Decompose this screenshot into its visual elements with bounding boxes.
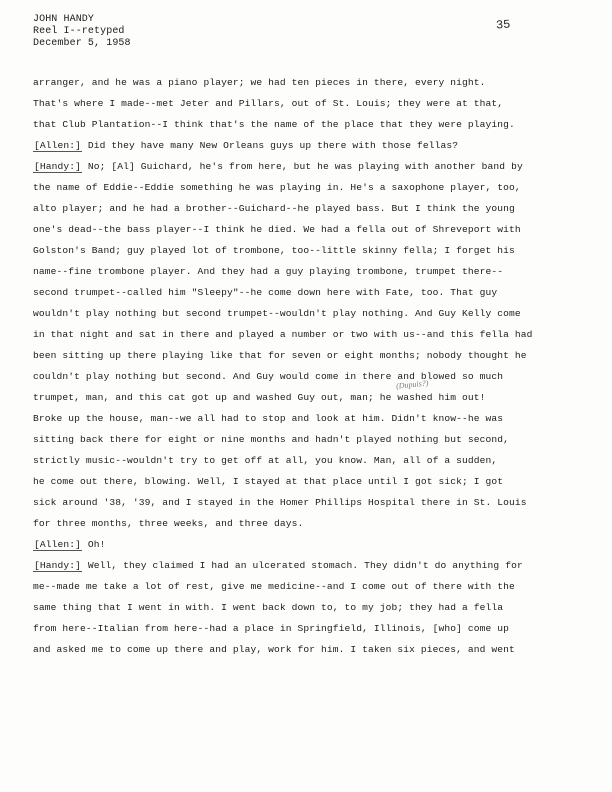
line-text: same thing that I went in with. I went back down to, to my job; they had a fella — [33, 602, 504, 613]
transcript-line — [33, 471, 593, 492]
transcript-line — [33, 177, 593, 198]
transcript-line — [33, 198, 593, 219]
transcript-line — [33, 408, 593, 429]
line-text: me--made me take a lot of rest, give me medicine--and I come out of there with the — [33, 581, 515, 592]
transcript-line — [33, 576, 593, 597]
line-text: and asked me to come up there and play, work for him. I taken six pieces, and went — [33, 644, 515, 655]
line-text: sick around '38, '39, and I stayed in the Homer Phillips Hospital there in St. Louis — [33, 497, 527, 508]
transcript-line — [33, 156, 593, 177]
transcript-line — [33, 282, 593, 303]
transcript-line — [33, 93, 593, 114]
transcript-line — [33, 639, 593, 660]
reel-label: Reel I--retyped — [33, 26, 125, 37]
transcript-line — [33, 324, 593, 345]
line-text: wouldn't play nothing but second trumpet--wouldn't play nothing. And Guy Kelly come — [33, 308, 521, 319]
transcript-line — [33, 219, 593, 240]
line-text: been sitting up there playing like that for seven or eight months; nobody thought he — [33, 350, 527, 361]
interviewee-name: JOHN HANDY — [33, 14, 95, 25]
transcript-line — [33, 534, 593, 555]
transcript-line — [33, 387, 593, 408]
transcript-line — [33, 450, 593, 471]
line-text: sitting back there for eight or nine months and hadn't played nothing but second, — [33, 434, 510, 445]
speaker-label: [Handy:] — [34, 560, 82, 571]
line-text: Golston's Band; guy played lot of trombone, too--little skinny fella; I forget his — [33, 245, 515, 256]
transcript-line — [33, 429, 593, 450]
line-text: he come out there, blowing. Well, I stayed at that place until I got sick; I got — [33, 476, 504, 487]
transcript-line — [33, 555, 593, 576]
line-text: for three months, three weeks, and three days. — [33, 518, 304, 529]
interview-date: December 5, 1958 — [33, 38, 131, 49]
line-text: name--fine trombone player. And they had a guy playing trombone, trumpet there-- — [33, 266, 504, 277]
line-text: Well, they claimed I had an ulcerated stomach. They didn't do anything for — [82, 560, 523, 571]
transcript-line — [33, 492, 593, 513]
transcript-line — [33, 345, 593, 366]
speaker-label: [Handy:] — [34, 161, 82, 172]
line-text: one's dead--the bass player--I think he died. We had a fella out of Shreveport with — [33, 224, 521, 235]
speaker-label: [Allen:] — [34, 539, 82, 550]
transcript-line — [33, 72, 593, 93]
transcript-line — [33, 618, 593, 639]
transcript-line — [33, 135, 593, 156]
speaker-label: [Allen:] — [34, 140, 82, 151]
transcript-line — [33, 303, 593, 324]
transcript-line — [33, 597, 593, 618]
transcript-line — [33, 513, 593, 534]
line-text: Oh! — [82, 539, 106, 550]
transcript-line — [33, 366, 593, 387]
line-text: Did they have many New Orleans guys up there with those fellas? — [82, 140, 459, 151]
line-text: Broke up the house, man--we all had to stop and look at him. Didn't know--he was — [33, 413, 504, 424]
handwritten-annotation: (Dupuis?) — [395, 378, 429, 391]
line-text: couldn't play nothing but second. And Guy would come in there and blowed so much — [33, 371, 504, 382]
transcript-body — [33, 72, 593, 660]
line-text: the name of Eddie--Eddie something he was playing in. He's a saxophone player, too, — [33, 182, 521, 193]
line-text: alto player; and he had a brother--Guichard--he played bass. But I think the young — [33, 203, 515, 214]
page-number: 35 — [495, 17, 511, 33]
line-text: that Club Plantation--I think that's the name of the place that they were playing. — [33, 119, 515, 130]
transcript-line — [33, 240, 593, 261]
line-text: strictly music--wouldn't try to get off at all, you know. Man, all of a sudden, — [33, 455, 498, 466]
line-text: arranger, and he was a piano player; we had ten pieces in there, every night. — [33, 77, 486, 88]
line-text: from here--Italian from here--had a place in Springfield, Illinois, [who] come up — [33, 623, 510, 634]
line-text: No; [Al] Guichard, he's from here, but he was playing with another band by — [82, 161, 523, 172]
line-text: in that night and sat in there and played a number or two with us--and this fella had — [33, 329, 533, 340]
transcript-line — [33, 114, 593, 135]
line-text: trumpet, man, and this cat got up and washed Guy out, man; he washed him out! — [33, 392, 486, 403]
line-text: second trumpet--called him "Sleepy"--he come down here with Fate, too. That guy — [33, 287, 498, 298]
line-text: That's where I made--met Jeter and Pillars, out of St. Louis; they were at that, — [33, 98, 504, 109]
transcript-line — [33, 261, 593, 282]
page-header — [33, 14, 131, 50]
